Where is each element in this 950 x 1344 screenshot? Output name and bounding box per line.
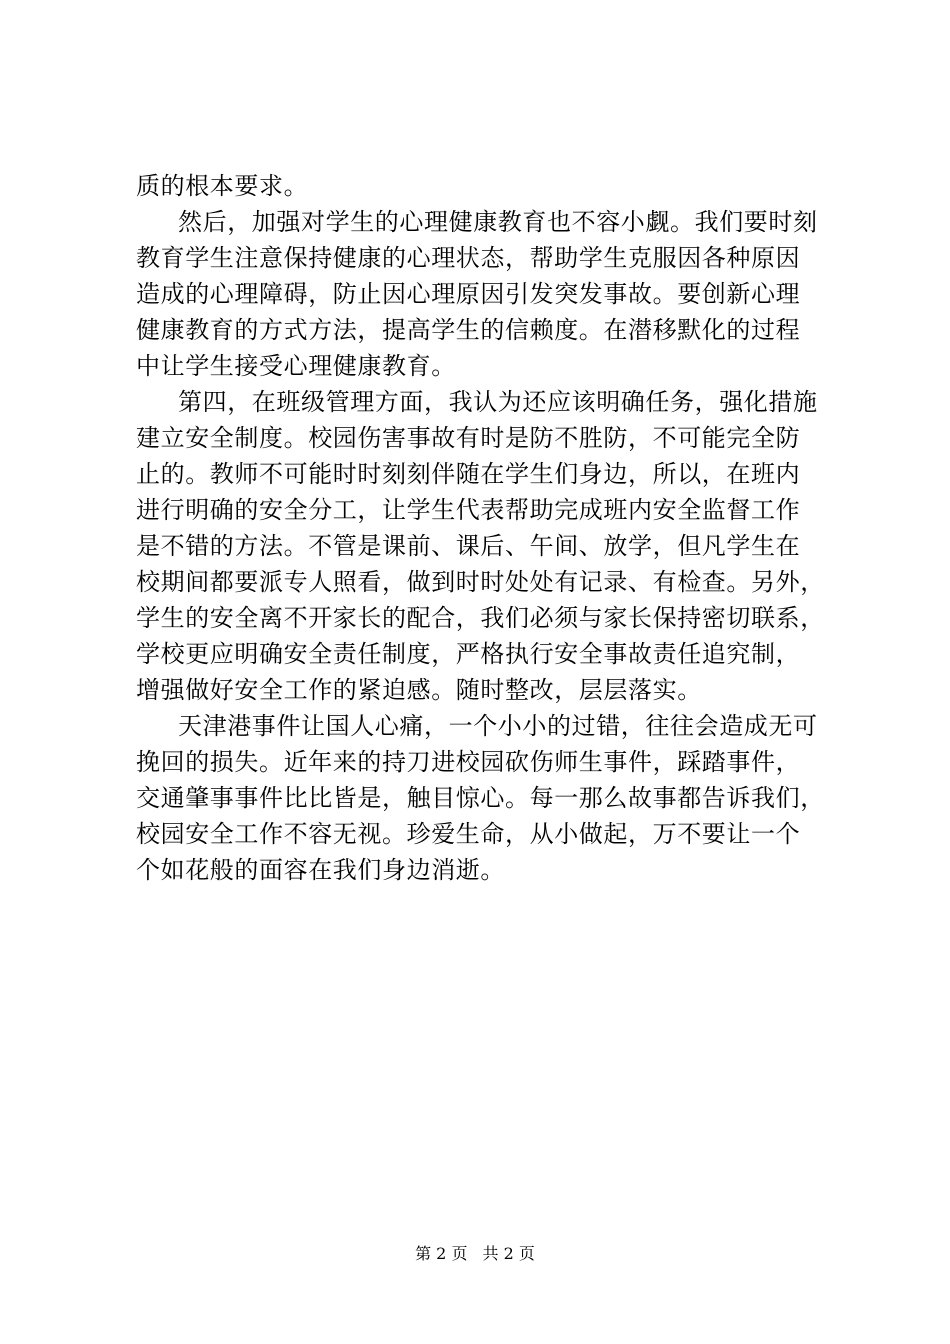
text-line-12: 校期间都要派专人照看，做到时时处处有记录、有检查。另外， bbox=[136, 568, 825, 596]
text-line-9: 止的。教师不可能时时刻刻伴随在学生们身边，所以，在班内 bbox=[136, 460, 801, 488]
text-line-18: 交通肇事事件比比皆是，触目惊心。每一那么故事都告诉我们， bbox=[136, 784, 825, 812]
text-line-2: 然后，加强对学生的心理健康教育也不容小觑。我们要时刻 bbox=[178, 208, 818, 236]
text-line-4: 造成的心理障碍，防止因心理原因引发突发事故。要创新心理 bbox=[136, 280, 801, 308]
page-total: 共 2 页 bbox=[482, 1244, 535, 1263]
text-line-11: 是不错的方法。不管是课前、课后、午间、放学，但凡学生在 bbox=[136, 532, 801, 560]
text-line-14: 学校更应明确安全责任制度，严格执行安全事故责任追究制， bbox=[136, 640, 801, 668]
page-number: 第 2 页 bbox=[415, 1244, 468, 1263]
text-line-7: 第四，在班级管理方面，我认为还应该明确任务，强化措施 bbox=[178, 388, 818, 416]
text-line-20: 个如花般的面容在我们身边消逝。 bbox=[136, 856, 505, 884]
text-line-8: 建立安全制度。校园伤害事故有时是防不胜防，不可能完全防 bbox=[136, 424, 801, 452]
text-line-13: 学生的安全离不开家长的配合，我们必须与家长保持密切联系， bbox=[136, 604, 825, 632]
text-line-1: 质的根本要求。 bbox=[136, 172, 309, 200]
text-line-15: 增强做好安全工作的紧迫感。随时整改，层层落实。 bbox=[136, 676, 702, 704]
document-body bbox=[136, 168, 836, 888]
text-line-17: 挽回的损失。近年来的持刀进校园砍伤师生事件，踩踏事件， bbox=[136, 748, 801, 776]
text-line-10: 进行明确的安全分工，让学生代表帮助完成班内安全监督工作 bbox=[136, 496, 801, 524]
page-footer bbox=[0, 1243, 950, 1265]
text-line-19: 校园安全工作不容无视。珍爱生命，从小做起，万不要让一个 bbox=[136, 820, 801, 848]
text-line-3: 教育学生注意保持健康的心理状态，帮助学生克服因各种原因 bbox=[136, 244, 801, 272]
text-line-6: 中让学生接受心理健康教育。 bbox=[136, 352, 456, 380]
text-line-5: 健康教育的方式方法，提高学生的信赖度。在潜移默化的过程 bbox=[136, 316, 801, 344]
text-line-16: 天津港事件让国人心痛，一个小小的过错，往往会造成无可 bbox=[178, 712, 818, 740]
